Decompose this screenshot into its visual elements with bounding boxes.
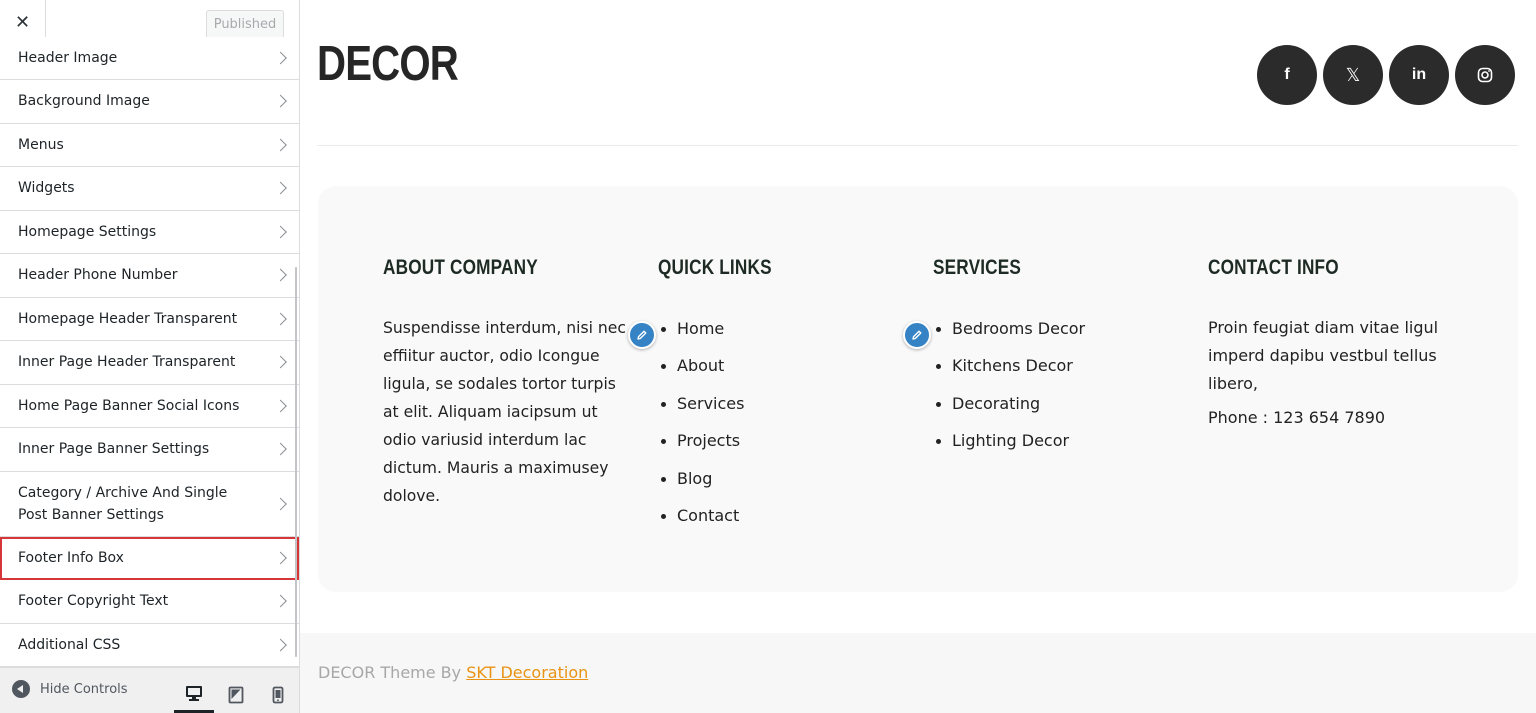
quick-links-list xyxy=(658,317,903,541)
copyright-prefix: DECOR Theme By xyxy=(318,663,467,682)
panel-label: Widgets xyxy=(18,180,75,197)
chevron-right-icon xyxy=(274,95,287,108)
social-x-link[interactable] xyxy=(1323,45,1383,105)
panel-label: Footer Info Box xyxy=(18,549,124,566)
service-link-decorating[interactable]: Decorating xyxy=(933,392,1178,429)
hide-controls-button[interactable] xyxy=(12,680,128,698)
quick-link-contact[interactable]: Contact xyxy=(658,504,903,541)
social-facebook-link[interactable] xyxy=(1257,45,1317,105)
sidebar-scrollbar[interactable] xyxy=(295,267,297,657)
panel-label: Additional CSS xyxy=(18,636,121,653)
linkedin-icon: in xyxy=(1411,66,1427,83)
tablet-icon xyxy=(228,686,244,704)
site-logo[interactable]: DECOR xyxy=(317,37,459,91)
footer-col-about xyxy=(383,256,628,510)
panel-home-page-banner-social-icons[interactable] xyxy=(0,385,299,429)
chevron-right-icon xyxy=(274,551,287,564)
facebook-icon: f xyxy=(1284,66,1290,83)
social-instagram-link[interactable] xyxy=(1455,45,1515,105)
panel-homepage-header-transparent[interactable] xyxy=(0,298,299,342)
contact-phone: Phone : 123 654 7890 xyxy=(1208,408,1386,427)
publish-button[interactable]: Published xyxy=(206,10,284,39)
footer-col-quick-links xyxy=(658,256,903,541)
service-link-lighting[interactable]: Lighting Decor xyxy=(933,429,1178,466)
hide-controls-label: Hide Controls xyxy=(40,681,128,697)
copyright-link[interactable]: SKT Decoration xyxy=(466,663,589,682)
chevron-right-icon xyxy=(274,182,287,195)
panel-label: Inner Page Banner Settings xyxy=(18,441,210,458)
x-icon: 𝕏 xyxy=(1345,64,1361,85)
chevron-right-icon xyxy=(274,595,287,608)
panel-label: Homepage Settings xyxy=(18,223,157,240)
chevron-right-icon xyxy=(274,356,287,369)
panel-label: Header Phone Number xyxy=(18,267,178,284)
services-list xyxy=(933,317,1178,467)
chevron-right-icon xyxy=(274,497,287,510)
contact-text: Proin feugiat diam vitae ligul imperd dapibu vestbul tellus libero, xyxy=(1208,318,1439,393)
social-linkedin-link[interactable] xyxy=(1389,45,1449,105)
panel-category-archive-banner-settings[interactable] xyxy=(0,472,299,537)
mobile-icon xyxy=(272,686,284,704)
panel-additional-css[interactable] xyxy=(0,624,299,668)
services-heading: SERVICES xyxy=(933,256,1022,279)
quick-link-projects[interactable]: Projects xyxy=(658,429,903,466)
panel-label: Category / Archive And Single Post Banner Settings xyxy=(18,484,228,523)
panel-inner-page-banner-settings[interactable] xyxy=(0,428,299,472)
quick-link-blog[interactable]: Blog xyxy=(658,467,903,504)
collapse-arrow-icon xyxy=(12,680,30,698)
panel-menus[interactable] xyxy=(0,124,299,168)
panel-label: Footer Copyright Text xyxy=(18,593,169,610)
panel-background-image[interactable] xyxy=(0,80,299,124)
chevron-right-icon xyxy=(274,638,287,651)
panel-label: Homepage Header Transparent xyxy=(18,310,238,327)
panel-list xyxy=(0,37,299,667)
service-link-kitchens[interactable]: Kitchens Decor xyxy=(933,354,1178,391)
about-text: Suspendisse interdum, nisi nec effiitur auctor, odio Icongue ligula, se sodales tortor turpis at elit. Aliquam iacipsum ut odio variusid interdum lac dictum. Mauris a maximusey dolove. xyxy=(383,319,626,505)
quick-link-services[interactable]: Services xyxy=(658,392,903,429)
header-divider xyxy=(317,145,1518,146)
desktop-icon xyxy=(185,684,203,702)
panel-header-phone-number[interactable] xyxy=(0,254,299,298)
panel-footer-info-box[interactable] xyxy=(0,537,299,581)
chevron-right-icon xyxy=(274,52,287,65)
panel-label: Home Page Banner Social Icons xyxy=(18,397,240,414)
copyright-text xyxy=(318,663,588,682)
chevron-right-icon xyxy=(274,269,287,282)
preview-desktop-button[interactable] xyxy=(174,676,214,713)
edit-shortcut-button[interactable] xyxy=(628,321,656,349)
panel-homepage-settings[interactable] xyxy=(0,211,299,255)
footer-col-contact xyxy=(1208,256,1453,432)
customizer-sidebar xyxy=(0,0,300,713)
panel-header-image[interactable] xyxy=(0,37,299,80)
chevron-right-icon xyxy=(274,138,287,151)
contact-heading: CONTACT INFO xyxy=(1208,256,1339,279)
close-icon: ✕ xyxy=(14,12,31,33)
panel-inner-page-header-transparent[interactable] xyxy=(0,341,299,385)
panel-label: Inner Page Header Transparent xyxy=(18,354,236,371)
quick-link-about[interactable]: About xyxy=(658,354,903,391)
panel-label: Header Image xyxy=(18,50,118,66)
chevron-right-icon xyxy=(274,225,287,238)
copyright-bar xyxy=(300,633,1536,713)
footer-info-box xyxy=(318,186,1518,592)
preview-mobile-button[interactable] xyxy=(258,676,298,713)
chevron-right-icon xyxy=(274,312,287,325)
panel-widgets[interactable] xyxy=(0,167,299,211)
chevron-right-icon xyxy=(274,443,287,456)
chevron-right-icon xyxy=(274,399,287,412)
preview-tablet-button[interactable] xyxy=(216,676,256,713)
panel-label: Background Image xyxy=(18,93,150,110)
quick-link-home[interactable]: Home xyxy=(658,317,903,354)
edit-shortcut-button[interactable] xyxy=(903,321,931,349)
about-heading: ABOUT COMPANY xyxy=(383,256,538,279)
instagram-icon xyxy=(1477,67,1493,83)
service-link-bedrooms[interactable]: Bedrooms Decor xyxy=(933,317,1178,354)
panel-label: Menus xyxy=(18,136,64,153)
pencil-icon xyxy=(636,329,648,341)
customizer-footer-bar xyxy=(0,667,299,713)
site-preview xyxy=(300,0,1536,713)
footer-col-services xyxy=(933,256,1178,467)
quick-links-heading: QUICK LINKS xyxy=(658,256,772,279)
pencil-icon xyxy=(911,329,923,341)
panel-footer-copyright-text[interactable] xyxy=(0,580,299,624)
